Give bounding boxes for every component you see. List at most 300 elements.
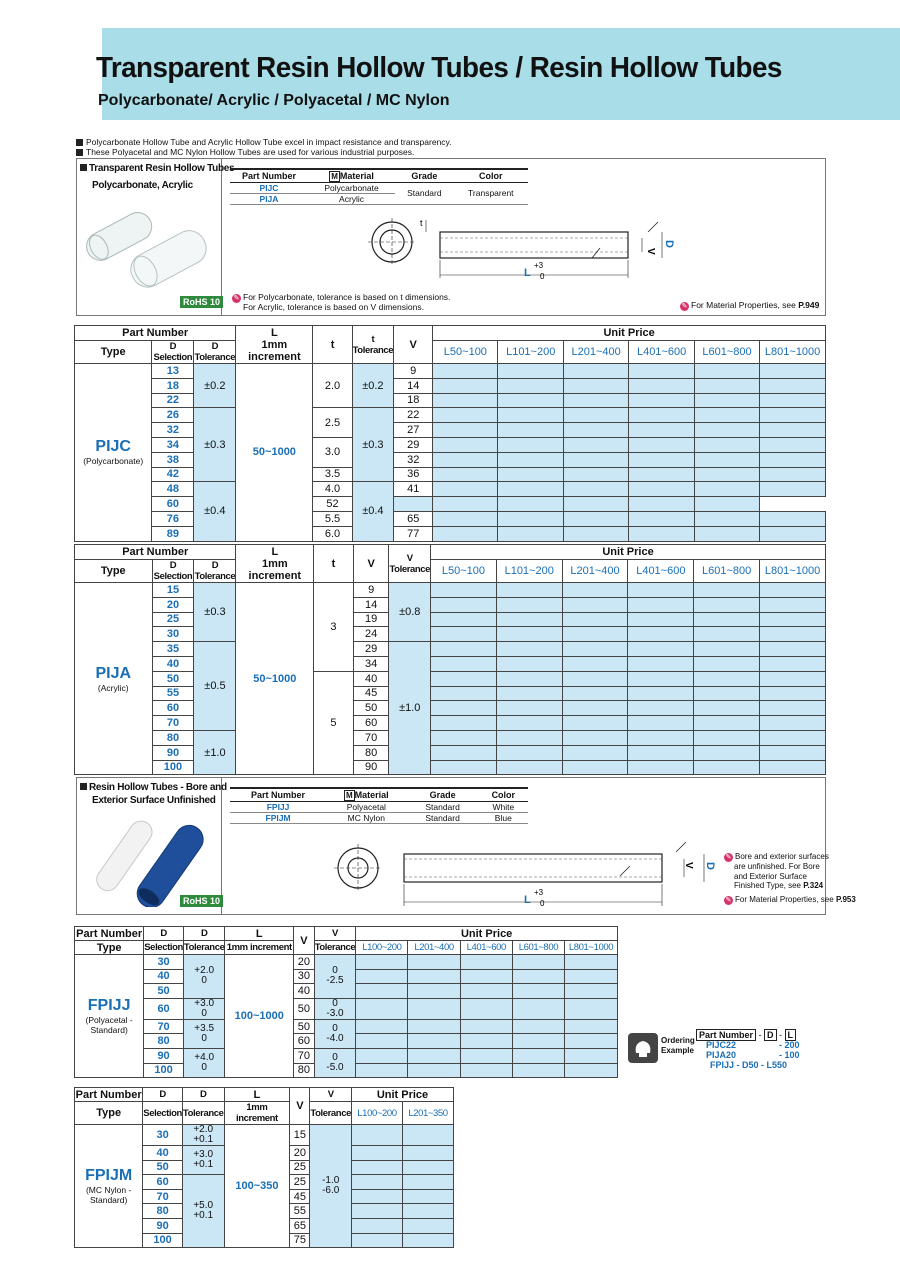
v-value: 34: [353, 656, 389, 671]
price-cell: [565, 1048, 618, 1063]
col-header: Grade: [395, 169, 453, 182]
price-col: L50~100: [433, 341, 498, 364]
header-tolerance: Tolerance: [183, 942, 225, 953]
dim-d-label: D: [663, 240, 675, 248]
d-selection: 80: [152, 730, 194, 745]
price-cell: [431, 656, 497, 671]
v-value: 41: [394, 482, 433, 497]
price-cell: [431, 627, 497, 642]
type-cell: [75, 1125, 143, 1248]
d-tolerance: +4.0 0: [183, 1048, 225, 1077]
price-cell: [628, 701, 694, 716]
price-cell: [760, 408, 826, 423]
price-col: L401~600: [460, 941, 512, 955]
v-value: 40: [353, 671, 389, 686]
d-selection: 60: [152, 497, 194, 512]
price-cell: [760, 612, 826, 627]
price-cell: [431, 597, 497, 612]
price-cell: [628, 627, 694, 642]
price-cell: [628, 583, 694, 598]
box2-spec-table: [230, 787, 528, 824]
v-value: 9: [394, 364, 433, 379]
price-cell: [760, 378, 826, 393]
header-unit-price: Unit Price: [433, 326, 826, 341]
price-cell: [562, 745, 628, 760]
type-material: (Acrylic): [97, 682, 129, 693]
price-cell: [562, 686, 628, 701]
price-cell: [433, 364, 498, 379]
price-cell: [433, 497, 498, 512]
price-cell: [760, 642, 826, 657]
rohs-badge: RoHS 10: [180, 296, 223, 308]
v-value: 15: [290, 1125, 310, 1146]
t-value: 3.5: [313, 467, 352, 482]
col-header: Part Number: [230, 169, 308, 182]
price-cell: [563, 437, 628, 452]
price-cell: [760, 701, 826, 716]
t-value: 3.0: [313, 437, 352, 467]
v-value: 60: [294, 1034, 315, 1049]
d-tolerance: +2.0 +0.1: [182, 1125, 224, 1146]
header-t: t: [314, 545, 354, 583]
price-cell: [431, 701, 497, 716]
header-v: V: [294, 927, 315, 955]
price-cell: [760, 656, 826, 671]
price-cell: [498, 482, 563, 497]
price-cell: [629, 408, 694, 423]
header-v-tolerance: Tolerance: [314, 942, 356, 953]
fpijm-price-table: [74, 1087, 454, 1248]
price-cell: [496, 671, 562, 686]
page-ref-link[interactable]: P.949: [798, 300, 820, 310]
v-value: 80: [294, 1063, 315, 1078]
price-cell: [408, 984, 460, 999]
price-cell: [563, 393, 628, 408]
price-cell: [760, 423, 826, 438]
v-value: 30: [294, 969, 315, 984]
price-cell: [512, 1063, 564, 1078]
price-cell: [629, 511, 694, 526]
col-header: Color: [479, 788, 528, 801]
header-type: Type: [75, 1102, 143, 1125]
type-cell: [75, 583, 153, 775]
price-col: L201~400: [563, 341, 628, 364]
price-cell: [760, 437, 826, 452]
price-cell: [563, 526, 628, 541]
d-selection: 80: [144, 1034, 184, 1049]
header-unit-price: Unit Price: [351, 1088, 453, 1102]
d-selection: 15: [152, 583, 194, 598]
price-cell: [498, 467, 563, 482]
price-cell: [402, 1204, 453, 1219]
header-tolerance: Tolerance: [182, 1102, 224, 1125]
page-ref-link[interactable]: P.953: [835, 894, 856, 904]
price-cell: [565, 969, 618, 984]
type-cell: [75, 364, 152, 542]
page-title: Transparent Resin Hollow Tubes / Resin Hollow Tubes: [96, 52, 782, 84]
v-value: 45: [290, 1189, 310, 1204]
price-cell: [431, 612, 497, 627]
price-col: L50~100: [431, 560, 497, 583]
v-tolerance: 0 -5.0: [314, 1048, 356, 1077]
price-cell: [628, 656, 694, 671]
d-selection: 60: [143, 1175, 183, 1190]
price-cell: [460, 1048, 512, 1063]
v-value: 65: [290, 1218, 310, 1233]
d-selection: 20: [152, 597, 194, 612]
price-cell: [402, 1189, 453, 1204]
d-selection: 22: [152, 393, 194, 408]
price-cell: [408, 1063, 460, 1078]
price-cell: [694, 656, 760, 671]
type-material: (MC Nylon - Standard): [85, 1185, 132, 1206]
d-selection: 32: [152, 423, 194, 438]
price-cell: [694, 730, 760, 745]
v-value: 50: [353, 701, 389, 716]
price-cell: [760, 583, 826, 598]
price-cell: [496, 760, 562, 775]
col-header: Part Number: [230, 788, 326, 801]
price-cell: [629, 364, 694, 379]
header-t: t: [313, 326, 352, 364]
box1-spec-table: [230, 168, 528, 205]
bullet-square-icon: [76, 149, 83, 156]
t-value: 5: [314, 671, 354, 775]
v-value: 60: [353, 716, 389, 731]
price-cell: [431, 671, 497, 686]
d-selection: 70: [143, 1189, 183, 1204]
price-cell: [408, 955, 460, 970]
table-row: [75, 423, 826, 438]
info-pin-icon: ✎: [725, 854, 732, 861]
v-value: 55: [290, 1204, 310, 1219]
price-cell: [496, 701, 562, 716]
transparent-tubes-image: [84, 200, 216, 305]
page-ref-link[interactable]: P.324: [803, 881, 824, 890]
price-cell: [356, 1048, 408, 1063]
material: MC Nylon: [326, 812, 406, 823]
price-cell: [563, 378, 628, 393]
v-value: 19: [353, 612, 389, 627]
price-cell: [496, 730, 562, 745]
ordering-phone-icon: [628, 1033, 658, 1063]
v-value: 20: [290, 1146, 310, 1161]
header-v: V: [394, 326, 433, 364]
price-cell: [562, 642, 628, 657]
v-value: 52: [313, 497, 352, 512]
d-selection: 50: [143, 1160, 183, 1175]
v-tolerance: ±0.8: [389, 583, 431, 642]
price-cell: [408, 998, 460, 1019]
d-selection: 34: [152, 437, 194, 452]
header-v-tolerance: V Tolerance: [389, 545, 431, 583]
header-l: L 1mm increment: [236, 545, 314, 583]
table-row: [75, 1019, 618, 1034]
d-selection: 40: [143, 1146, 183, 1161]
price-col: L801~1000: [760, 560, 826, 583]
price-cell: [433, 408, 498, 423]
price-cell: [565, 1034, 618, 1049]
v-value: 22: [394, 408, 433, 423]
v-value: 20: [294, 955, 315, 970]
price-cell: [565, 998, 618, 1019]
price-cell: [351, 1160, 402, 1175]
price-cell: [498, 378, 563, 393]
table-row: [75, 998, 618, 1019]
d-selection: 100: [143, 1233, 183, 1248]
d-selection: 13: [152, 364, 194, 379]
price-cell: [498, 408, 563, 423]
d-selection: 48: [152, 482, 194, 497]
price-cell: [565, 1019, 618, 1034]
price-cell: [498, 511, 563, 526]
polyacetal-nylon-tubes-image: [86, 812, 216, 907]
table-row: [75, 511, 826, 526]
col-header: M Material: [308, 169, 395, 182]
price-cell: [498, 437, 563, 452]
dim-l-label: L: [524, 894, 531, 906]
price-cell: [460, 1019, 512, 1034]
price-cell: [431, 716, 497, 731]
v-value: 50: [294, 998, 315, 1019]
price-cell: [628, 642, 694, 657]
price-cell: [498, 452, 563, 467]
price-cell: [512, 1034, 564, 1049]
part-number: FPIJM: [230, 812, 326, 823]
price-cell: [694, 364, 759, 379]
header-part-number: Part Number: [75, 326, 236, 341]
table-row: [75, 716, 826, 731]
v-value: 14: [394, 378, 433, 393]
col-header: M Material: [326, 788, 406, 801]
price-col: L201~400: [562, 560, 628, 583]
price-cell: [694, 760, 760, 775]
price-cell: [408, 969, 460, 984]
intro-line-2: These Polyacetal and MC Nylon Hollow Tubes are used for various industrial purposes.: [76, 147, 414, 157]
price-cell: [512, 969, 564, 984]
price-cell: [694, 686, 760, 701]
table-row: [75, 701, 826, 716]
price-cell: [760, 452, 826, 467]
header-d: D: [182, 1088, 224, 1102]
header-type: Type: [75, 341, 152, 364]
type-material: (Polyacetal - Standard): [85, 1015, 133, 1036]
t-tolerance: ±0.3: [352, 408, 394, 482]
price-cell: [512, 955, 564, 970]
d-selection: 42: [152, 467, 194, 482]
ordering-lines: Part Number - D - L PIJC22 - 200 PIJA20 - 100 FPIJJ - D50 - L550: [696, 1030, 800, 1070]
dim-v-label: V: [645, 248, 656, 255]
price-cell: [431, 745, 497, 760]
price-cell: [628, 730, 694, 745]
tube-dimension-drawing-1: [366, 210, 686, 290]
price-cell: [694, 511, 759, 526]
price-cell: [760, 467, 826, 482]
price-cell: [562, 716, 628, 731]
price-cell: [694, 482, 759, 497]
t-value: 5.5: [313, 511, 352, 526]
price-cell: [760, 526, 826, 541]
price-cell: [760, 760, 826, 775]
header-d: D: [183, 927, 225, 941]
v-value: 70: [294, 1048, 315, 1063]
dim-l-tol-upper: +3: [534, 888, 544, 897]
t-value: 3: [314, 583, 354, 672]
price-cell: [496, 716, 562, 731]
table-row: [75, 467, 826, 482]
v-value: 70: [353, 730, 389, 745]
price-cell: [694, 627, 760, 642]
fpijj-price-table: [74, 926, 618, 1078]
header-l: L: [225, 927, 294, 941]
table-row: [75, 612, 826, 627]
price-cell: [565, 955, 618, 970]
dim-l-tol-lower: 0: [540, 272, 545, 281]
price-cell: [408, 1048, 460, 1063]
price-cell: [694, 467, 759, 482]
d-tolerance: +3.0 +0.1: [182, 1146, 224, 1175]
price-cell: [402, 1160, 453, 1175]
price-cell: [496, 612, 562, 627]
price-cell: [565, 1063, 618, 1078]
price-cell: [356, 955, 408, 970]
d-tolerance: +3.0 0: [183, 998, 225, 1019]
header-unit-price: Unit Price: [356, 927, 618, 941]
d-tolerance: ±0.2: [194, 364, 236, 408]
price-cell: [563, 467, 628, 482]
price-cell: [356, 1019, 408, 1034]
v-value: 50: [294, 1019, 315, 1034]
price-col: L100~200: [351, 1102, 402, 1125]
table-row: [75, 526, 826, 541]
price-cell: [433, 378, 498, 393]
price-cell: [562, 656, 628, 671]
v-value: 24: [353, 627, 389, 642]
d-selection: 89: [152, 526, 194, 541]
col-header: Grade: [407, 788, 479, 801]
price-cell: [498, 364, 563, 379]
box1-note-2: For Acrylic, tolerance is based on V dimensions.: [243, 302, 424, 312]
table-row: [75, 642, 826, 657]
info-pin-icon: ✎: [681, 303, 688, 310]
d-selection: 80: [143, 1204, 183, 1219]
d-selection: 60: [152, 701, 194, 716]
price-cell: [562, 760, 628, 775]
col-header: Color: [454, 169, 528, 182]
price-cell: [563, 482, 628, 497]
header-d-selection: D Selection: [153, 341, 193, 363]
price-cell: [431, 686, 497, 701]
part-number: FPIJJ: [230, 801, 326, 812]
d-selection: 35: [152, 642, 194, 657]
header-part-number: Part Number: [75, 545, 236, 560]
price-cell: [356, 969, 408, 984]
grade: Standard: [395, 182, 453, 204]
bullet-square-icon: [80, 783, 87, 790]
price-cell: [760, 671, 826, 686]
price-cell: [562, 671, 628, 686]
info-pin-icon: ✎: [233, 295, 240, 302]
table-row: [75, 408, 826, 423]
price-cell: [562, 730, 628, 745]
price-cell: [460, 998, 512, 1019]
table-row: [75, 730, 826, 745]
grade: Standard: [407, 812, 479, 823]
d-selection: 50: [152, 671, 194, 686]
price-cell: [433, 437, 498, 452]
v-value: 45: [353, 686, 389, 701]
price-cell: [562, 627, 628, 642]
header-v-tolerance: Tolerance: [310, 1102, 352, 1125]
header-l: L 1mm increment: [236, 326, 313, 364]
d-selection: 70: [144, 1019, 184, 1034]
price-cell: [496, 583, 562, 598]
d-selection: 30: [144, 955, 184, 970]
table-row: [75, 745, 826, 760]
color: Transparent: [454, 182, 528, 204]
price-cell: [628, 745, 694, 760]
header-l-sub: 1mm increment: [226, 942, 292, 953]
price-cell: [628, 612, 694, 627]
price-cell: [512, 984, 564, 999]
price-cell: [694, 378, 759, 393]
price-cell: [496, 597, 562, 612]
d-tolerance: ±0.5: [194, 642, 236, 731]
price-col: L100~200: [356, 941, 408, 955]
header-selection: Selection: [144, 942, 183, 953]
table-row: [75, 955, 618, 970]
v-value: 90: [353, 760, 389, 775]
v-value: 14: [353, 597, 389, 612]
price-cell: [760, 627, 826, 642]
d-selection: 26: [152, 408, 194, 423]
d-selection: 40: [144, 969, 184, 984]
price-cell: [351, 1189, 402, 1204]
price-cell: [694, 408, 759, 423]
page-subtitle: Polycarbonate/ Acrylic / Polyacetal / MC Nylon: [98, 92, 450, 109]
ordering-example: [628, 1028, 828, 1076]
price-cell: [562, 701, 628, 716]
price-col: L801~1000: [565, 941, 618, 955]
price-cell: [394, 497, 433, 512]
type-name: FPIJM: [85, 1167, 133, 1185]
box2-title: Resin Hollow Tubes - Bore and: [80, 782, 227, 794]
price-cell: [496, 642, 562, 657]
price-cell: [694, 497, 759, 512]
price-cell: [356, 984, 408, 999]
price-cell: [562, 597, 628, 612]
price-cell: [563, 364, 628, 379]
price-cell: [694, 452, 759, 467]
price-cell: [356, 1034, 408, 1049]
table-row: [75, 597, 826, 612]
v-value: 9: [353, 583, 389, 598]
table-row: [75, 627, 826, 642]
box1-subtitle: Polycarbonate, Acrylic: [92, 180, 193, 191]
d-selection: 18: [152, 378, 194, 393]
price-cell: [694, 597, 760, 612]
header-part-number: Part Number: [76, 927, 143, 940]
d-selection: 55: [152, 686, 194, 701]
material-m-icon: M: [345, 790, 353, 800]
price-cell: [760, 716, 826, 731]
header-type: Type: [75, 560, 153, 583]
table-row: [75, 1125, 454, 1146]
price-cell: [496, 686, 562, 701]
header-v: V: [290, 1088, 310, 1125]
table-row: [75, 482, 826, 497]
price-cell: [460, 1034, 512, 1049]
